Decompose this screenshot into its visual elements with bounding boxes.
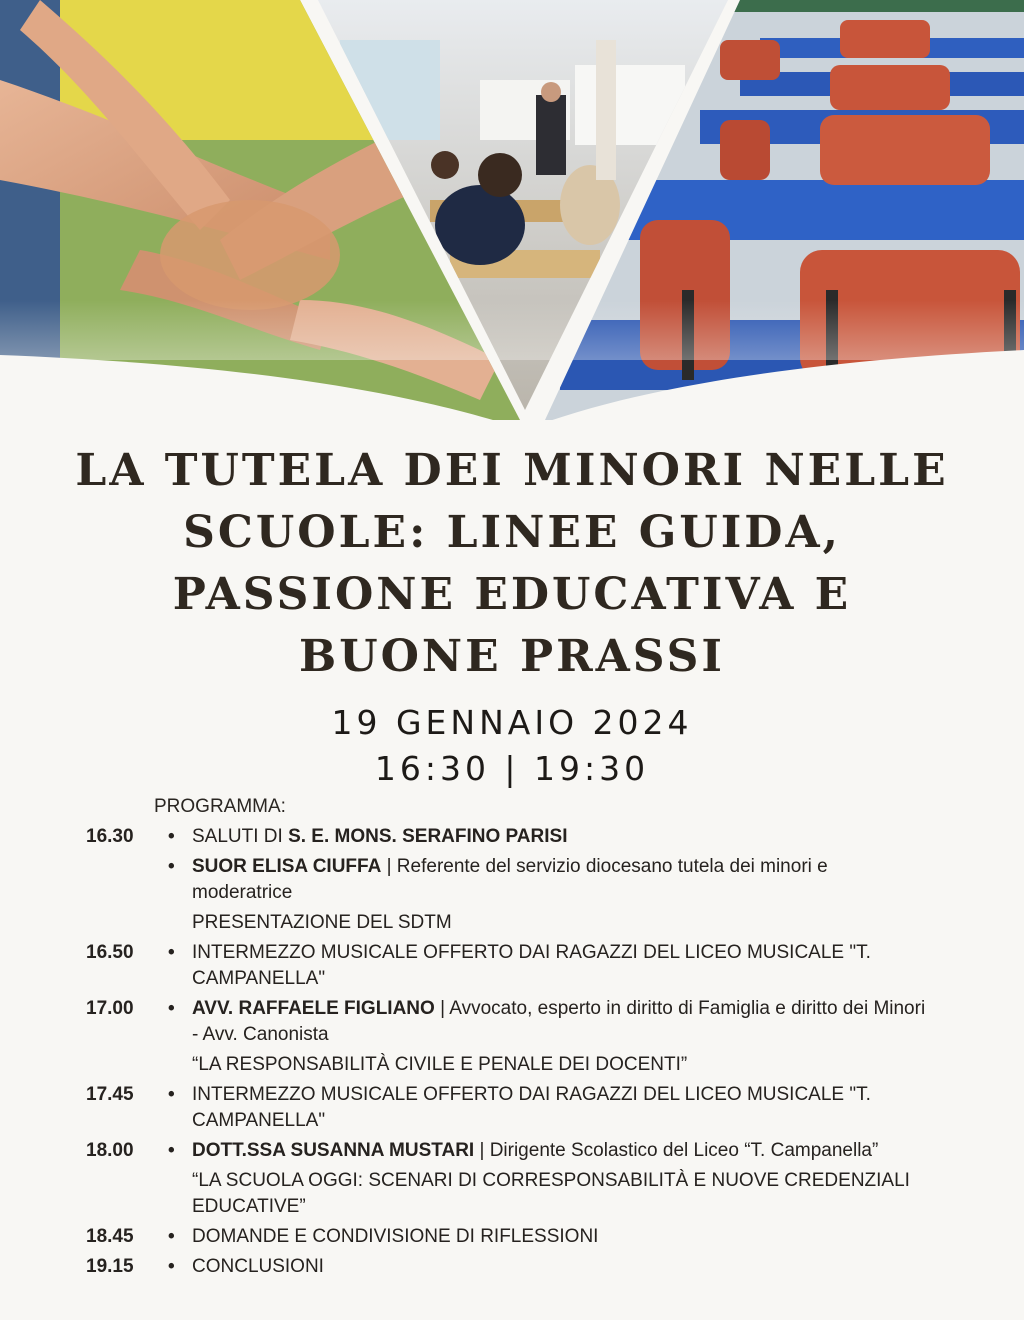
photo-collage-graphic (0, 0, 1024, 440)
bullet-icon: • (168, 1140, 175, 1161)
bullet-icon: • (168, 856, 175, 877)
program-item (0, 996, 1024, 1048)
bullet-icon: • (168, 998, 175, 1019)
event-title (40, 440, 984, 688)
program-time: 16.50 (86, 942, 134, 963)
program-text (192, 1082, 932, 1134)
speaker-name: SUOR ELISA CIUFFA (192, 856, 382, 877)
bullet-icon: • (168, 1084, 175, 1105)
program-description: CONCLUSIONI (192, 1256, 324, 1277)
program-description: INTERMEZZO MUSICALE OFFERTO DAI RAGAZZI DEL LICEO MUSICALE "T. CAMPANELLA" (192, 1084, 871, 1131)
program-item (0, 1168, 1024, 1220)
program-text (192, 1254, 932, 1280)
title-line: BUONE PRASSI (299, 631, 725, 682)
program-heading: PROGRAMMA: (154, 796, 286, 817)
bullet-icon: • (168, 826, 175, 847)
program-time: 18.45 (86, 1226, 134, 1247)
program-description: PRESENTAZIONE DEL SDTM (192, 912, 452, 933)
program-description: “LA SCUOLA OGGI: SCENARI DI CORRESPONSABILITÀ E NUOVE CREDENZIALI EDUCATIVE” (192, 1170, 910, 1217)
program-text (192, 824, 932, 850)
hero-photo-collage (0, 0, 1024, 440)
program-item (0, 854, 1024, 906)
bullet-icon: • (168, 1256, 175, 1277)
program-time: 19.15 (86, 1256, 134, 1277)
program-text (192, 1052, 932, 1078)
program-text (192, 996, 932, 1048)
program-text (192, 1138, 932, 1164)
program-item (0, 1082, 1024, 1134)
program-description: | Avvocato, esperto in diritto di Famiglia e diritto dei Minori - Avv. Canonista (192, 998, 926, 1045)
program-description: | Dirigente Scolastico del Liceo “T. Campanella” (474, 1140, 879, 1161)
program-text (192, 940, 932, 992)
program-time: 17.00 (86, 998, 134, 1019)
program-time: 18.00 (86, 1140, 134, 1161)
program-description: DOMANDE E CONDIVISIONE DI RIFLESSIONI (192, 1226, 599, 1247)
speaker-name: S. E. MONS. SERAFINO PARISI (288, 826, 568, 847)
program-text (192, 854, 932, 906)
speaker-name: DOTT.SSA SUSANNA MUSTARI (192, 1140, 475, 1161)
program-text (192, 910, 932, 936)
program-list (0, 824, 1024, 1284)
program-item (0, 1138, 1024, 1164)
program-item (0, 1224, 1024, 1250)
program-time: 16.30 (86, 826, 134, 847)
event-date-block (0, 700, 1024, 792)
program-description: “LA RESPONSABILITÀ CIVILE E PENALE DEI DOCENTI” (192, 1054, 688, 1075)
program-text (192, 1224, 932, 1250)
program-item (0, 1052, 1024, 1078)
program-item (0, 940, 1024, 992)
program-description: INTERMEZZO MUSICALE OFFERTO DAI RAGAZZI DEL LICEO MUSICALE "T. CAMPANELLA" (192, 942, 871, 989)
program-prefix: SALUTI DI (192, 826, 289, 847)
event-date: 19 GENNAIO 2024 (331, 703, 693, 742)
title-line: LA TUTELA DEI MINORI NELLE (75, 445, 949, 496)
program-description: | Referente del servizio diocesano tutela dei minori e moderatrice (192, 856, 828, 903)
bullet-icon: • (168, 1226, 175, 1247)
title-line: SCUOLE: LINEE GUIDA, (183, 507, 841, 558)
program-item (0, 1254, 1024, 1280)
title-line: PASSIONE EDUCATIVA E (172, 569, 852, 620)
event-time-range: 16:30 | 19:30 (374, 749, 650, 788)
bullet-icon: • (168, 942, 175, 963)
program-item (0, 824, 1024, 850)
speaker-name: AVV. RAFFAELE FIGLIANO (192, 998, 435, 1019)
program-text (192, 1168, 932, 1220)
program-time: 17.45 (86, 1084, 134, 1105)
program-item (0, 910, 1024, 936)
